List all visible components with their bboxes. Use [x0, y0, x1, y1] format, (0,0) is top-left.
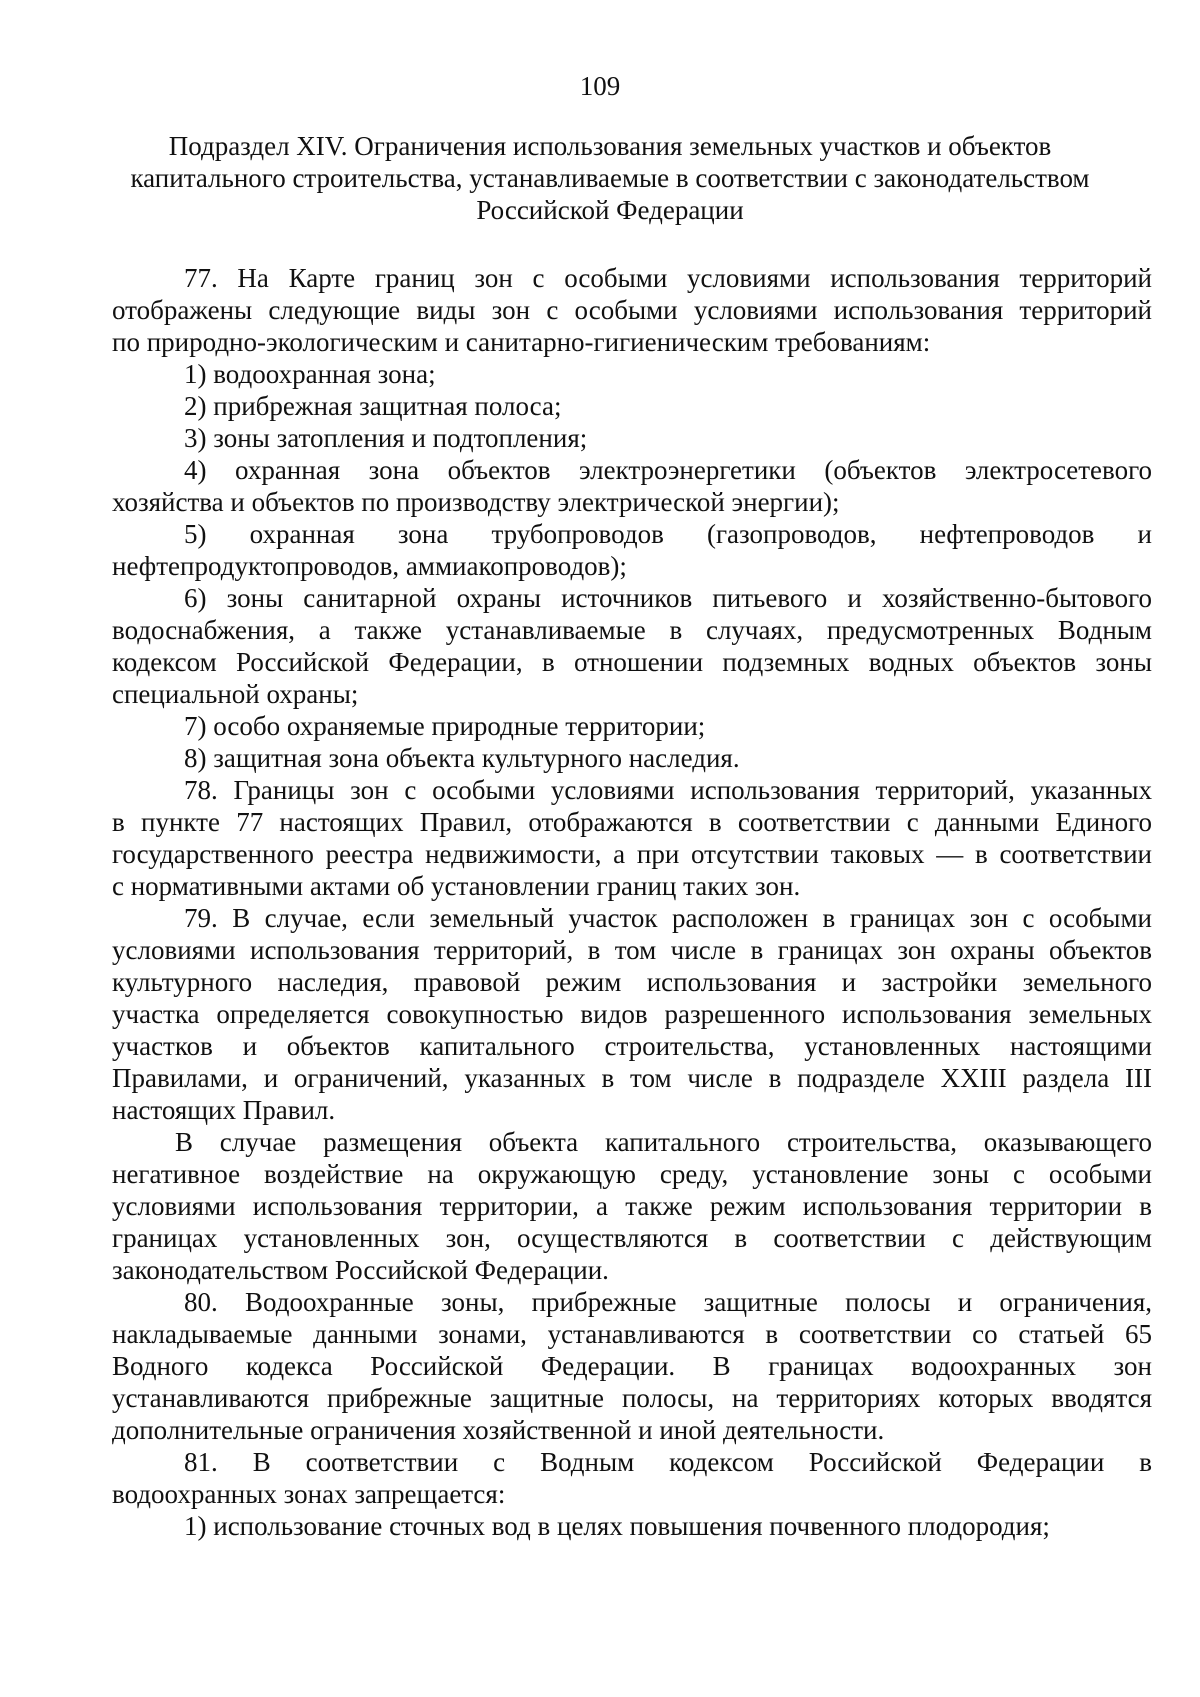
text-line: 1) водоохранная зона; [184, 359, 436, 389]
text-line: 4) охранная зона объектов электроэнергетики (объектов электросетевого [184, 455, 1152, 485]
text-line: участков и объектов капитального строительства, установленных настоящими [112, 1031, 1152, 1061]
text-line: 7) особо охраняемые природные территории; [184, 711, 706, 741]
text-line: водоохранных зонах запрещается: [112, 1479, 506, 1509]
text-line: 79. В случае, если земельный участок расположен в границах зон с особыми [184, 903, 1152, 933]
text-line: 80. Водоохранные зоны, прибрежные защитные полосы и ограничения, [184, 1287, 1152, 1317]
text-line: участка определяется совокупностью видов разрешенного использования земельных [112, 999, 1152, 1029]
text-line: настоящих Правил. [112, 1095, 336, 1125]
text-line: по природно-экологическим и санитарно-гигиеническим требованиям: [112, 327, 931, 357]
text-line: накладываемые данными зонами, устанавливаются в соответствии со статьей 65 [112, 1319, 1152, 1349]
heading-line: Российской Федерации [476, 195, 744, 225]
text-line: 2) прибрежная защитная полоса; [184, 391, 562, 421]
text-line: 78. Границы зон с особыми условиями использования территорий, указанных [184, 775, 1152, 805]
text-line: нефтепродуктопроводов, аммиакопроводов); [112, 551, 627, 581]
text-line: Водного кодекса Российской Федерации. В границах водоохранных зон [112, 1351, 1152, 1381]
text-line: В случае размещения объекта капитального строительства, оказывающего [175, 1127, 1152, 1157]
text-line: условиями использования территорий, в том числе в границах зон охраны объектов [112, 935, 1152, 965]
text-line: культурного наследия, правовой режим использования и застройки земельного [112, 967, 1152, 997]
text-line: условиями использования территории, а также режим использования территории в [112, 1191, 1152, 1221]
text-line: с нормативными актами об установлении границ таких зон. [112, 871, 801, 901]
section-heading [112, 130, 1108, 226]
text-line: границах установленных зон, осуществляются в соответствии с действующим [112, 1223, 1152, 1253]
text-line: 5) охранная зона трубопроводов (газопроводов, нефтепроводов и [184, 519, 1152, 549]
text-line: 3) зоны затопления и подтопления; [184, 423, 588, 453]
text-line: водоснабжения, а также устанавливаемые в случаях, предусмотренных Водным [112, 615, 1152, 645]
text-line: 8) защитная зона объекта культурного наследия. [184, 743, 740, 773]
heading-line: Подраздел XIV. Ограничения использования земельных участков и объектов [168, 131, 1052, 161]
text-line: хозяйства и объектов по производству электрической энергии); [112, 487, 840, 517]
text-line: специальной охраны; [112, 679, 359, 709]
text-line: кодексом Российской Федерации, в отношении подземных водных объектов зоны [112, 647, 1152, 677]
text-line: в пункте 77 настоящих Правил, отображаются в соответствии с данными Единого [112, 807, 1152, 837]
text-line: государственного реестра недвижимости, а при отсутствии таковых — в соответствии [112, 839, 1152, 869]
text-line: отображены следующие виды зон с особыми условиями использования территорий [112, 295, 1152, 325]
text-line: устанавливаются прибрежные защитные полосы, на территориях которых вводятся [112, 1383, 1152, 1413]
text-line: негативное воздействие на окружающую среду, установление зоны с особыми [112, 1159, 1152, 1189]
page-number: 109 [579, 71, 621, 101]
text-line: законодательством Российской Федерации. [112, 1255, 609, 1285]
text-line: Правилами, и ограничений, указанных в том числе в подразделе XXIII раздела III [112, 1063, 1152, 1093]
body-text [112, 262, 1152, 1542]
text-line: 6) зоны санитарной охраны источников питьевого и хозяйственно-бытового [184, 583, 1152, 613]
text-line: 77. На Карте границ зон с особыми условиями использования территорий [184, 263, 1152, 293]
text-line: 81. В соответствии с Водным кодексом Российской Федерации в [184, 1447, 1152, 1477]
text-line: 1) использование сточных вод в целях повышения почвенного плодородия; [184, 1511, 1050, 1541]
heading-line: капитального строительства, устанавливаемые в соответствии с законодательством [130, 163, 1090, 193]
text-line: дополнительные ограничения хозяйственной и иной деятельности. [112, 1415, 885, 1445]
